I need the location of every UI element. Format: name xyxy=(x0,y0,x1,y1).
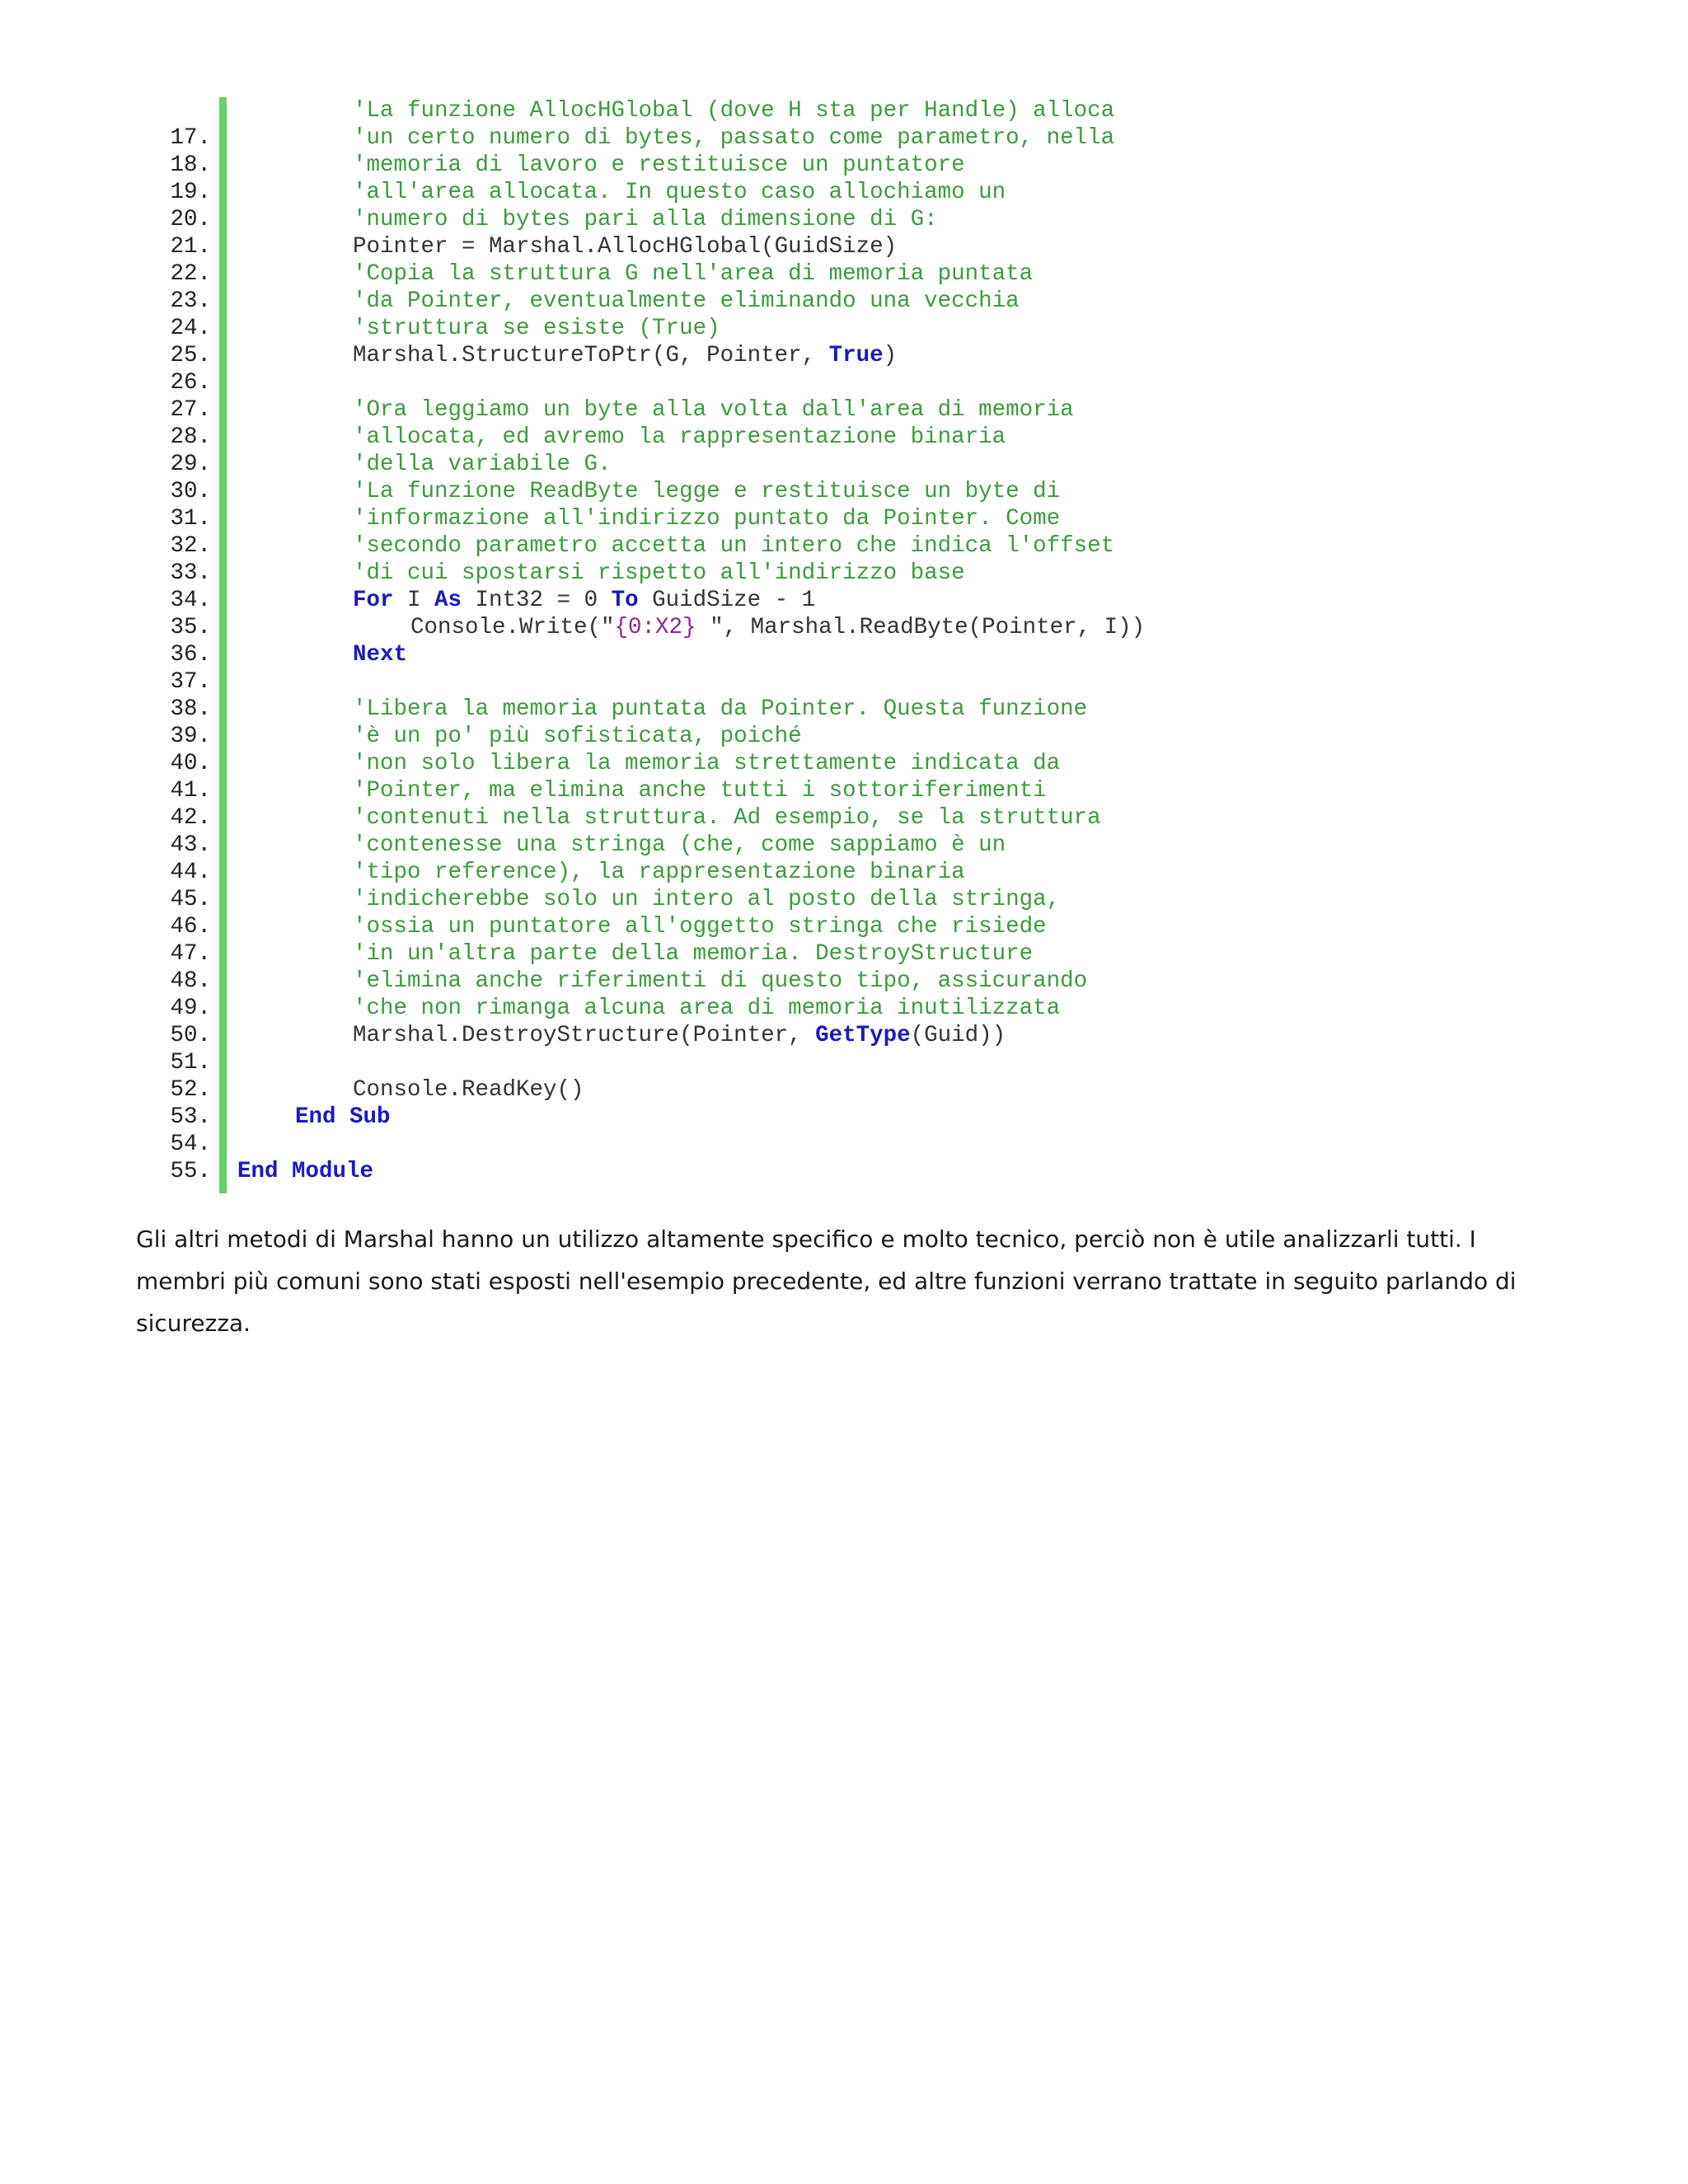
comment-token: 'allocata, ed avremo la rappresentazione binaria xyxy=(353,424,1006,450)
code-token: Marshal.StructureToPtr(G, Pointer, xyxy=(353,343,829,368)
code-line xyxy=(124,1104,1278,1131)
code-token: Marshal.DestroyStructure(Pointer, xyxy=(353,1023,816,1048)
code-text xyxy=(353,206,938,233)
line-number: 19. xyxy=(170,180,211,205)
code-line xyxy=(124,505,1278,532)
code-text xyxy=(353,641,407,668)
code-text xyxy=(237,1158,373,1185)
keyword-token: Module xyxy=(292,1159,374,1184)
line-number: 41. xyxy=(170,778,211,804)
code-token: ", Marshal.ReadByte(Pointer, I)) xyxy=(696,615,1146,640)
code-line xyxy=(124,288,1278,315)
keyword-token: End xyxy=(295,1104,336,1130)
code-text xyxy=(353,1022,1006,1049)
comment-token: 'tipo reference), la rappresentazione binaria xyxy=(353,860,965,885)
comment-token: 'di cui spostarsi rispetto all'indirizzo base xyxy=(353,560,965,586)
line-number: 18. xyxy=(170,152,211,178)
code-line xyxy=(124,233,1278,260)
keyword-token: To xyxy=(611,588,639,613)
line-number: 43. xyxy=(170,832,211,858)
line-number: 44. xyxy=(170,860,211,885)
code-token: I xyxy=(393,588,435,613)
comment-token: 'all'area allocata. In questo caso allochiamo un xyxy=(353,180,1006,205)
code-text xyxy=(353,886,1060,913)
code-line xyxy=(124,260,1278,288)
comment-token: 'Pointer, ma elimina anche tutti i sottoriferimenti xyxy=(353,778,1047,804)
line-number: 45. xyxy=(170,887,211,912)
line-number: 17. xyxy=(170,125,211,151)
code-line xyxy=(124,1022,1278,1049)
code-line xyxy=(124,723,1278,750)
code-line xyxy=(124,478,1278,505)
code-text xyxy=(295,1104,391,1131)
code-line xyxy=(124,587,1278,614)
code-line xyxy=(124,97,1278,124)
comment-token: 'contenesse una stringa (che, come sappiamo è un xyxy=(353,832,1006,858)
code-line xyxy=(124,1158,1278,1185)
code-line xyxy=(124,369,1278,396)
comment-token: 'La funzione ReadByte legge e restituisce un byte di xyxy=(353,479,1061,504)
code-text xyxy=(353,804,1101,832)
line-number: 37. xyxy=(170,669,211,695)
code-line xyxy=(124,641,1278,668)
code-text xyxy=(353,696,1087,723)
comment-token: 'è un po' più sofisticata, poiché xyxy=(353,724,802,749)
comment-token: 'da Pointer, eventualmente eliminando una vecchia xyxy=(353,288,1020,314)
code-token: Pointer = Marshal.AllocHGlobal(GuidSize) xyxy=(353,234,898,260)
code-line xyxy=(124,179,1278,206)
line-number: 22. xyxy=(170,261,211,287)
comment-token: 'contenuti nella struttura. Ad esempio, se la struttura xyxy=(353,805,1101,831)
code-text xyxy=(353,1076,584,1104)
code-line xyxy=(124,750,1278,777)
code-text xyxy=(353,179,1006,206)
code-line xyxy=(124,886,1278,913)
keyword-token: Sub xyxy=(349,1104,391,1130)
keyword-token: True xyxy=(828,343,884,368)
comment-token: 'in un'altra parte della memoria. DestroyStructure xyxy=(353,941,1034,967)
comment-token: 'La funzione AllocHGlobal (dove H sta per Handle) alloca xyxy=(353,98,1115,124)
code-token: Int32 = 0 xyxy=(462,588,612,613)
code-token: GuidSize - 1 xyxy=(638,588,816,613)
comment-token: 'struttura se esiste (True) xyxy=(353,316,720,341)
code-line xyxy=(124,859,1278,886)
line-number: 50. xyxy=(170,1023,211,1048)
code-text xyxy=(353,777,1047,804)
keyword-token: End xyxy=(237,1159,279,1184)
line-number: 49. xyxy=(170,996,211,1021)
code-line xyxy=(124,124,1278,152)
code-line xyxy=(124,342,1278,369)
code-text xyxy=(353,152,965,179)
code-line xyxy=(124,995,1278,1022)
line-number: 46. xyxy=(170,914,211,940)
code-text xyxy=(353,968,1087,995)
code-token: (Guid)) xyxy=(910,1023,1006,1048)
code-text xyxy=(353,505,1060,532)
keyword-token: For xyxy=(353,588,394,613)
code-text xyxy=(353,832,1006,859)
line-number: 31. xyxy=(170,506,211,532)
code-text xyxy=(353,560,965,587)
code-line xyxy=(124,451,1278,478)
line-number: 40. xyxy=(170,751,211,776)
code-text xyxy=(353,124,1114,152)
code-line xyxy=(124,1076,1278,1104)
code-line xyxy=(124,777,1278,804)
line-number: 54. xyxy=(170,1132,211,1157)
code-line xyxy=(124,804,1278,832)
code-token: Console.ReadKey() xyxy=(353,1077,584,1103)
line-number: 21. xyxy=(170,234,211,260)
line-number: 30. xyxy=(170,479,211,504)
keyword-token: As xyxy=(434,588,462,613)
code-line xyxy=(124,832,1278,859)
code-line xyxy=(124,396,1278,424)
code-text xyxy=(353,532,1114,560)
code-text xyxy=(353,97,1114,124)
code-text xyxy=(353,913,1047,940)
code-token xyxy=(279,1159,293,1184)
code-line xyxy=(124,614,1278,641)
body-text xyxy=(136,1218,1562,1344)
line-number: 26. xyxy=(170,370,211,396)
comment-token: 'secondo parametro accetta un intero che indica l'offset xyxy=(353,533,1115,559)
code-line xyxy=(124,913,1278,940)
comment-token: 'Ora leggiamo un byte alla volta dall'area di memoria xyxy=(353,397,1074,423)
code-line xyxy=(124,206,1278,233)
comment-token: 'numero di bytes pari alla dimensione di G: xyxy=(353,207,938,232)
keyword-token: GetType xyxy=(815,1023,911,1048)
line-number: 34. xyxy=(170,588,211,613)
comment-token: 'Copia la struttura G nell'area di memoria puntata xyxy=(353,261,1034,287)
comment-token: 'non solo libera la memoria strettamente indicata da xyxy=(353,751,1061,776)
code-token xyxy=(336,1104,350,1130)
comment-token: 'ossia un puntatore all'oggetto stringa che risiede xyxy=(353,914,1047,940)
keyword-token: Next xyxy=(353,642,408,668)
line-number: 28. xyxy=(170,424,211,450)
code-line xyxy=(124,424,1278,451)
comment-token: 'che non rimanga alcuna area di memoria inutilizzata xyxy=(353,996,1061,1021)
line-number: 32. xyxy=(170,533,211,559)
line-number: 33. xyxy=(170,560,211,586)
code-text xyxy=(353,995,1060,1022)
code-text xyxy=(353,396,1074,424)
line-number: 55. xyxy=(170,1159,211,1184)
line-number: 48. xyxy=(170,968,211,994)
code-text xyxy=(353,260,1033,288)
code-token: ) xyxy=(883,343,898,368)
code-line xyxy=(124,940,1278,968)
comment-token: 'della variabile G. xyxy=(353,452,612,477)
code-line xyxy=(124,315,1278,342)
line-number: 42. xyxy=(170,805,211,831)
comment-token: 'un certo numero di bytes, passato come parametro, nella xyxy=(353,125,1115,151)
line-number: 27. xyxy=(170,397,211,423)
comment-token: 'Libera la memoria puntata da Pointer. Questa funzione xyxy=(353,696,1088,722)
code-text xyxy=(353,451,612,478)
line-number: 29. xyxy=(170,452,211,477)
code-line xyxy=(124,152,1278,179)
code-token: Console.Write(" xyxy=(410,615,615,640)
line-number: 36. xyxy=(170,642,211,668)
line-number: 25. xyxy=(170,343,211,368)
code-line xyxy=(124,668,1278,696)
code-text xyxy=(353,315,720,342)
comment-token: 'memoria di lavoro e restituisce un puntatore xyxy=(353,152,965,178)
string-token: {0:X2} xyxy=(614,615,696,640)
line-number: 51. xyxy=(170,1050,211,1076)
code-text xyxy=(353,288,1020,315)
code-text xyxy=(353,940,1033,968)
code-text xyxy=(353,233,897,260)
code-text xyxy=(410,614,1145,641)
line-number: 52. xyxy=(170,1077,211,1103)
code-text xyxy=(353,587,815,614)
line-number: 38. xyxy=(170,696,211,722)
code-text xyxy=(353,478,1060,505)
code-text xyxy=(353,342,897,369)
code-line xyxy=(124,696,1278,723)
code-line xyxy=(124,560,1278,587)
line-number: 39. xyxy=(170,724,211,749)
code-text xyxy=(353,859,965,886)
line-number: 47. xyxy=(170,941,211,967)
paragraph: Gli altri metodi di Marshal hanno un utilizzo altamente specifico e molto tecnico, perciò non è utile analizzarli tutti. I membri più comuni sono stati esposti nell'esempio precedente, ed altre funzioni verrano trattate in seguito parlando di sicurezza. xyxy=(136,1226,1517,1337)
line-number: 23. xyxy=(170,288,211,314)
comment-token: 'informazione all'indirizzo puntato da Pointer. Come xyxy=(353,506,1061,532)
line-number: 35. xyxy=(170,615,211,640)
line-number: 20. xyxy=(170,207,211,232)
code-text xyxy=(353,750,1060,777)
line-number: 24. xyxy=(170,316,211,341)
comment-token: 'elimina anche riferimenti di questo tipo, assicurando xyxy=(353,968,1088,994)
code-line xyxy=(124,1049,1278,1076)
code-text xyxy=(353,723,802,750)
code-line xyxy=(124,1131,1278,1158)
code-text xyxy=(353,424,1006,451)
code-line xyxy=(124,532,1278,560)
comment-token: 'indicherebbe solo un intero al posto della stringa, xyxy=(353,887,1061,912)
line-number: 53. xyxy=(170,1104,211,1130)
code-line xyxy=(124,968,1278,995)
